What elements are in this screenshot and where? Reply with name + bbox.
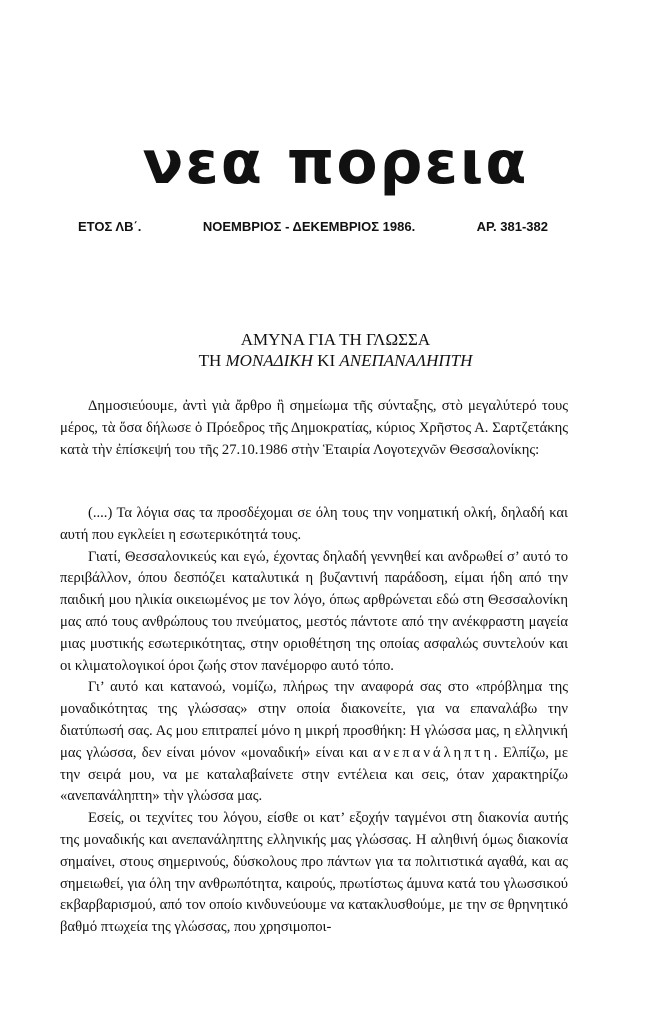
- title-prefix: ΤΗ: [198, 351, 226, 370]
- article-title: [0, 329, 671, 371]
- emphasized-word: ανεπανάληπτη: [372, 744, 495, 761]
- intro-paragraph: Δημοσιεύουμε, ἀντὶ γιὰ ἄρθρο ἢ σημείωμα τῆς σύνταξης, στὸ μεγαλύτερό τους μέρος, τὰ ὅσα δήλωσε ὁ Πρόεδρος τῆς Δημοκρατίας, κύριος Χρῆστος Α. Σαρτζετάκης κατὰ τὴν ἐπίσκεψή του τῆς 27.10.1986 στὴν Ἑταιρία Λογοτεχνῶν Θεσσαλονίκης:: [60, 398, 568, 458]
- masthead-title: νεα πορεια: [142, 128, 529, 198]
- speech-paragraph-1: (....) Τα λόγια σας τα προσδέχομαι σε όλη τους την νοηματική ολκή, δηλαδή και αυτή που εγκλείει η εσωτερικότητά τους.: [60, 505, 568, 543]
- article-title-line2: [0, 350, 671, 371]
- issue-year: ΕΤΟΣ ΛΒ΄.: [78, 219, 142, 234]
- article-title-line1: ΑΜΥΝΑ ΓΙΑ ΤΗ ΓΛΩΣΣΑ: [240, 330, 431, 349]
- title-conjunction: ΚΙ: [312, 351, 340, 370]
- issue-months: ΝΟΕΜΒΡΙΟΣ - ΔΕΚΕΜΒΡΙΟΣ 1986.: [202, 219, 416, 234]
- speech-paragraph-3-part-b: . Ελπίζω, με την σειρά μου, να με καταλαβαίνετε στην εντέλεια και σεις, όταν χαρακτηρίζω «ανεπανάληπτη» τὴν γλώσσα μας.: [60, 744, 568, 805]
- speech-text: [60, 503, 568, 939]
- speech-paragraph-3-part-a: Γι’ αυτό και κατανοώ, νομίζω, πλήρως την αναφορά σας στο «πρόβλημα της μοναδικότητας της γλώσσας» στην οποία διακονείτε, για να επαναλάβω την διατύπωσή σας. Ας μου επιτραπεί μόνο η μικρή προσθήκη: Η γλώσσα μας, η ελληνική μας γλώσσα, δεν είναι μόνον «μοναδική» είναι και: [60, 679, 568, 761]
- speech-paragraph-4: Εσείς, οι τεχνίτες του λόγου, είσθε οι κατ’ εξοχήν ταγμένοι στη διακονία αυτής της μοναδικής και ανεπανάληπτης ελληνικής μας γλώσσας. Η αληθινή όμως διακονία σημαίνει, στους σημερινούς, δύσκολους προ πάντων για τα πολιτιστικά αγαθά, και ας σημειωθεί, για όλη την ανθρωπότητα, καιρούς, πρωτίστως άμυνα κατά του γλωσσικού εκβαρβαρισμού, από τον οποίο κινδυνεύουμε να κατακλυσθούμε, με την σε θρηνητικό βαθμό πτωχεία της γλώσσας, που χρησιμοποι-: [60, 810, 568, 936]
- issue-number: ΑΡ. 381-382: [476, 219, 548, 234]
- title-word-monadiki: ΜΟΝΑΔΙΚΗ: [225, 351, 313, 370]
- issue-line: [78, 218, 548, 236]
- title-word-anepanalipti: ΑΝΕΠΑΝΑΛΗΠΤΗ: [339, 351, 473, 370]
- speech-paragraph-2: Γιατί, Θεσσαλονικεύς και εγώ, έχοντας δηλαδή γεννηθεί και ανδρωθεί σ’ αυτό το περιβάλλον, όπου δεσπόζει καταλυτικά η βυζαντινή παράδοση, είμαι ήδη από την παιδική μου ηλικία οικειωμένος με τον λόγο, όπως αρθρώνεται εδώ στη Θεσσαλονίκη μας από τους ανθρώπους του πνεύματος, μεστός πάντοτε από την ανέκφραστη μαγεία μιας μυστικής εσωτερικότητας, στην οριοθέτηση της οποίας ασφαλώς συντελούν και οι κλιματολογικοί όροι ζωής στον πανέμορφο αυτό τόπο.: [60, 548, 568, 674]
- editorial-intro: [60, 396, 568, 461]
- speech-paragraph-3: [60, 677, 568, 808]
